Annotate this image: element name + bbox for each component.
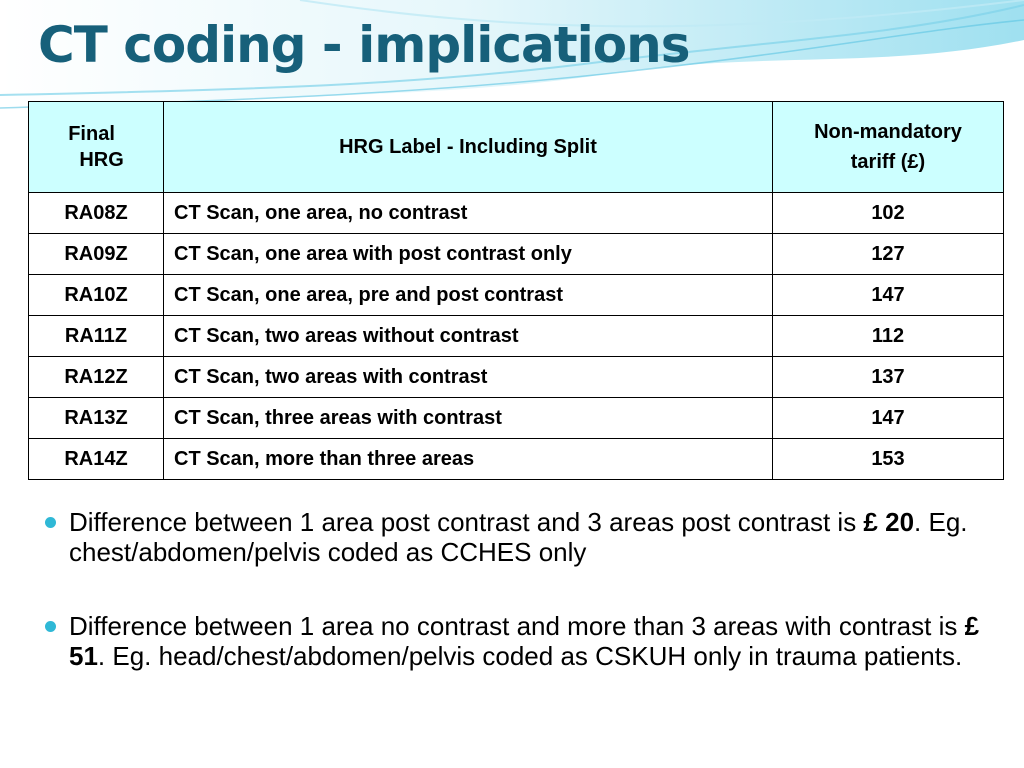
table-header-row: [29, 102, 1004, 193]
bullet-dot-icon: [45, 517, 56, 528]
table-row: [29, 316, 1004, 357]
table-row: [29, 275, 1004, 316]
tariff-cell: 147: [773, 398, 1004, 439]
header-final-hrg-line1: Final: [68, 123, 115, 145]
bullet-text: . Eg. head/chest/abdomen/pelvis coded as CSKUH only in trauma patients.: [97, 641, 963, 671]
table-row: [29, 193, 1004, 234]
table-row: [29, 398, 1004, 439]
hrg-code-cell: RA10Z: [29, 275, 164, 316]
bullet-text: . Eg. chest/abdomen/pelvis coded as CCHES only: [69, 507, 968, 567]
header-hrg-label: HRG Label - Including Split: [164, 102, 773, 193]
bullet-list: [45, 507, 1005, 671]
hrg-code-cell: RA08Z: [29, 193, 164, 234]
bullet-dot-icon: [45, 621, 56, 632]
table-row: [29, 439, 1004, 480]
header-tariff-line1: Non-mandatory: [814, 121, 962, 143]
hrg-label-cell: CT Scan, one area with post contrast only: [164, 234, 773, 275]
header-final-hrg: [29, 102, 164, 193]
tariff-cell: 127: [773, 234, 1004, 275]
table-row: [29, 357, 1004, 398]
hrg-label-cell: CT Scan, one area, no contrast: [164, 193, 773, 234]
tariff-cell: 137: [773, 357, 1004, 398]
hrg-label-cell: CT Scan, two areas without contrast: [164, 316, 773, 357]
header-final-hrg-line2: HRG: [79, 149, 124, 171]
hrg-label-cell: CT Scan, three areas with contrast: [164, 398, 773, 439]
header-tariff: [773, 102, 1004, 193]
bullet-amount: £ 51: [69, 611, 980, 671]
hrg-label-cell: CT Scan, one area, pre and post contrast: [164, 275, 773, 316]
hrg-label-cell: CT Scan, more than three areas: [164, 439, 773, 480]
tariff-cell: 102: [773, 193, 1004, 234]
bullet-text: Difference between 1 area post contrast and 3 areas post contrast is: [69, 507, 864, 537]
hrg-tariff-table: [28, 101, 1004, 480]
header-tariff-line2: tariff (£): [850, 151, 926, 173]
hrg-code-cell: RA13Z: [29, 398, 164, 439]
hrg-label-cell: CT Scan, two areas with contrast: [164, 357, 773, 398]
bullet-text: Difference between 1 area no contrast and more than 3 areas with contrast is: [69, 611, 965, 641]
hrg-code-cell: RA09Z: [29, 234, 164, 275]
hrg-code-cell: RA11Z: [29, 316, 164, 357]
bullet-item: [45, 611, 1005, 671]
hrg-code-cell: RA12Z: [29, 357, 164, 398]
tariff-cell: 112: [773, 316, 1004, 357]
bullet-amount: £ 20: [863, 507, 915, 537]
tariff-cell: 147: [773, 275, 1004, 316]
tariff-cell: 153: [773, 439, 1004, 480]
table-row: [29, 234, 1004, 275]
bullet-item: [45, 507, 1005, 567]
hrg-code-cell: RA14Z: [29, 439, 164, 480]
slide-title: CT coding - implications: [38, 16, 690, 74]
